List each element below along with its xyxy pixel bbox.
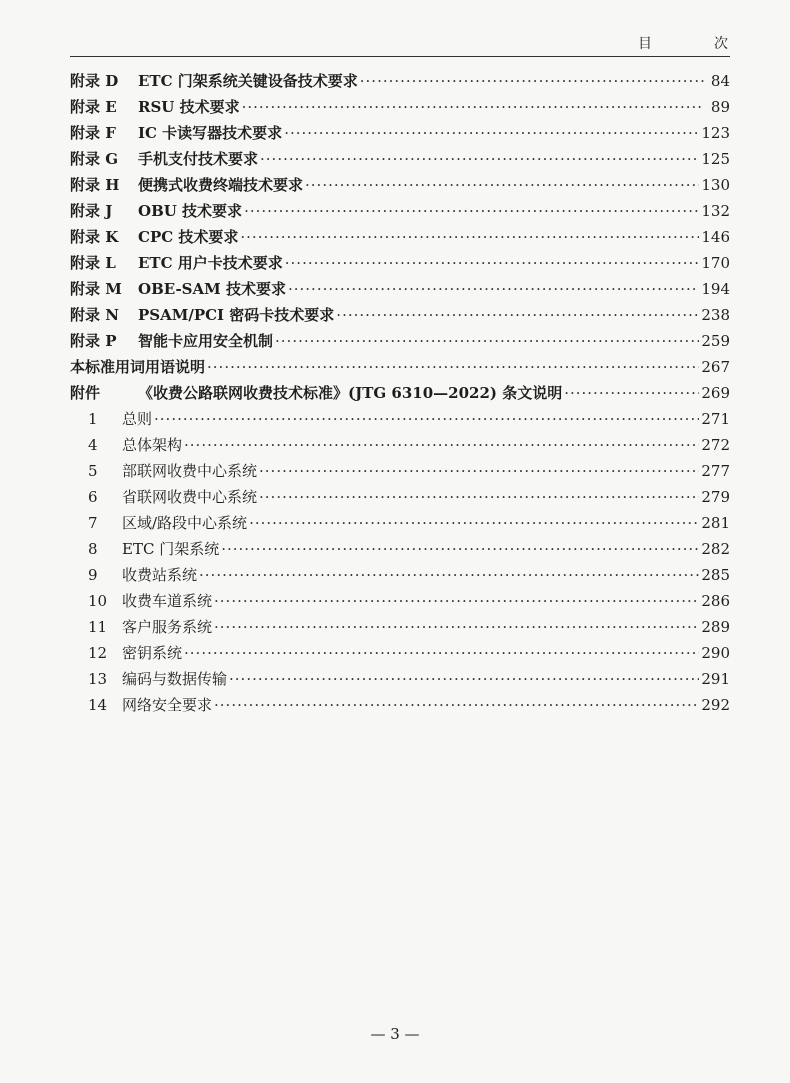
toc-page-number: 125 [701, 150, 730, 168]
toc-label: CPC 技术要求 [138, 228, 239, 246]
toc-entry-section[interactable] [70, 692, 730, 718]
toc-label: 总则 [122, 410, 153, 428]
leader-dots [214, 588, 699, 614]
leader-dots [242, 94, 704, 120]
toc-page-number: 271 [701, 410, 730, 428]
leader-dots [244, 198, 699, 224]
section-number: 1 [88, 410, 98, 428]
toc-entry-section[interactable] [70, 614, 730, 640]
toc-label: 便携式收费终端技术要求 [138, 176, 304, 194]
toc-label: 《收费公路联网收费技术标准》(JTG 6310—2022) 条文说明 [138, 384, 563, 402]
toc-page-number: 146 [701, 228, 730, 246]
leader-dots [259, 484, 699, 510]
toc-page-number: 282 [701, 540, 730, 558]
leader-dots [259, 458, 699, 484]
toc-label: 智能卡应用安全机制 [138, 332, 274, 350]
leader-dots [249, 510, 699, 536]
toc-label: 密钥系统 [122, 644, 183, 662]
toc-label: OBE-SAM 技术要求 [138, 280, 286, 298]
toc-label: ETC 门架系统关键设备技术要求 [138, 72, 358, 90]
page-number-footer: — 3 — [370, 1025, 420, 1043]
toc-entry-appendix-g[interactable] [70, 146, 730, 172]
toc-page-number: 290 [701, 644, 730, 662]
toc-code: 附录 P [70, 332, 117, 350]
toc-code: 附录 L [70, 254, 116, 272]
toc-entry-section[interactable] [70, 588, 730, 614]
toc-label: 客户服务系统 [122, 618, 213, 636]
section-number: 4 [88, 436, 98, 454]
toc-page-number: 238 [701, 306, 730, 324]
toc-entry-appendix-k[interactable] [70, 224, 730, 250]
section-number: 8 [88, 540, 98, 558]
leader-dots [214, 692, 699, 718]
toc-entry-section[interactable] [70, 510, 730, 536]
toc-page-number: 170 [701, 254, 730, 272]
toc-code: 附录 D [70, 72, 119, 90]
toc-entry-section[interactable] [70, 458, 730, 484]
toc-code: 附录 H [70, 176, 120, 194]
toc-entry-appendix-m[interactable] [70, 276, 730, 302]
toc-page-number: 286 [701, 592, 730, 610]
section-number: 12 [88, 644, 108, 662]
toc-entry-appendix-l[interactable] [70, 250, 730, 276]
header-rule [70, 56, 730, 57]
section-number: 11 [88, 618, 108, 636]
leader-dots [288, 276, 699, 302]
toc-page-number: 291 [701, 670, 730, 688]
toc-entry-appendix-p[interactable] [70, 328, 730, 354]
toc-entry-appendix-f[interactable] [70, 120, 730, 146]
toc-label: ETC 用户卡技术要求 [138, 254, 283, 272]
toc-code: 附件 [70, 384, 101, 402]
toc-page-number: 279 [701, 488, 730, 506]
toc-page-number: 267 [701, 358, 730, 376]
section-number: 13 [88, 670, 108, 688]
toc-entry-section[interactable] [70, 484, 730, 510]
toc-label: 省联网收费中心系统 [122, 488, 258, 506]
toc-page-number: 130 [701, 176, 730, 194]
toc-label: 收费站系统 [122, 566, 198, 584]
section-number: 5 [88, 462, 98, 480]
leader-dots [360, 68, 704, 94]
section-number: 14 [88, 696, 108, 714]
section-number: 10 [88, 592, 108, 610]
toc-entry-section[interactable] [70, 406, 730, 432]
toc-label: 总体架构 [122, 436, 183, 454]
toc-label: IC 卡读写器技术要求 [138, 124, 283, 142]
toc-entry-terms[interactable] [70, 354, 730, 380]
running-header: 目 次 [638, 36, 752, 52]
toc-page-number: 289 [701, 618, 730, 636]
toc-entry-section[interactable] [70, 666, 730, 692]
toc-entry-appendix-j[interactable] [70, 198, 730, 224]
leader-dots [184, 432, 699, 458]
toc-label: 部联网收费中心系统 [122, 462, 258, 480]
toc-label: PSAM/PCI 密码卡技术要求 [138, 306, 335, 324]
toc-page-number: 194 [701, 280, 730, 298]
leader-dots [154, 406, 699, 432]
leader-dots [260, 146, 699, 172]
toc-page-number: 281 [701, 514, 730, 532]
leader-dots [285, 250, 700, 276]
toc-entry-appendix-h[interactable] [70, 172, 730, 198]
toc-page-number: 272 [701, 436, 730, 454]
toc-entry-section[interactable] [70, 432, 730, 458]
toc-page-number: 292 [701, 696, 730, 714]
toc-code: 附录 F [70, 124, 116, 142]
toc-code: 附录 G [70, 150, 119, 168]
toc-page-number: 123 [701, 124, 730, 142]
section-number: 7 [88, 514, 98, 532]
leader-dots [199, 562, 699, 588]
toc-entry-section[interactable] [70, 562, 730, 588]
toc-page-number: 285 [701, 566, 730, 584]
toc-entry-appendix-d[interactable] [70, 68, 730, 94]
leader-dots [336, 302, 699, 328]
leader-dots [240, 224, 699, 250]
toc-code: 附录 E [70, 98, 117, 116]
section-number: 9 [88, 566, 98, 584]
leader-dots [305, 172, 699, 198]
toc-label: 编码与数据传输 [122, 670, 228, 688]
leader-dots [184, 640, 699, 666]
toc-page-number: 277 [701, 462, 730, 480]
toc-label: 区域/路段中心系统 [122, 514, 248, 532]
toc-code: 附录 N [70, 306, 119, 324]
toc-page-number: 132 [701, 202, 730, 220]
leader-dots [221, 536, 699, 562]
toc-label: RSU 技术要求 [138, 98, 240, 116]
leader-dots [207, 354, 699, 380]
leader-dots [275, 328, 699, 354]
toc-entry-section[interactable] [70, 536, 730, 562]
toc-label: ETC 门架系统 [122, 540, 220, 558]
toc-entry-section[interactable] [70, 640, 730, 666]
table-of-contents [70, 68, 730, 718]
leader-dots [229, 666, 699, 692]
toc-label: 手机支付技术要求 [138, 150, 259, 168]
toc-code: 附录 M [70, 280, 122, 298]
toc-page-number: 84 [710, 72, 730, 90]
leader-dots [284, 120, 699, 146]
toc-page-number: 89 [710, 98, 730, 116]
toc-entry-appendix-n[interactable] [70, 302, 730, 328]
toc-page-number: 259 [701, 332, 730, 350]
toc-page-number: 269 [701, 384, 730, 402]
toc-entry-appendix-e[interactable] [70, 94, 730, 120]
toc-label: 收费车道系统 [122, 592, 213, 610]
section-number: 6 [88, 488, 98, 506]
toc-code: 附录 K [70, 228, 119, 246]
leader-dots [564, 380, 699, 406]
leader-dots [214, 614, 699, 640]
toc-entry-attachment[interactable] [70, 380, 730, 406]
toc-label: 网络安全要求 [122, 696, 213, 714]
toc-label: OBU 技术要求 [138, 202, 243, 220]
toc-code: 附录 J [70, 202, 113, 220]
toc-label: 本标准用词用语说明 [70, 358, 206, 376]
